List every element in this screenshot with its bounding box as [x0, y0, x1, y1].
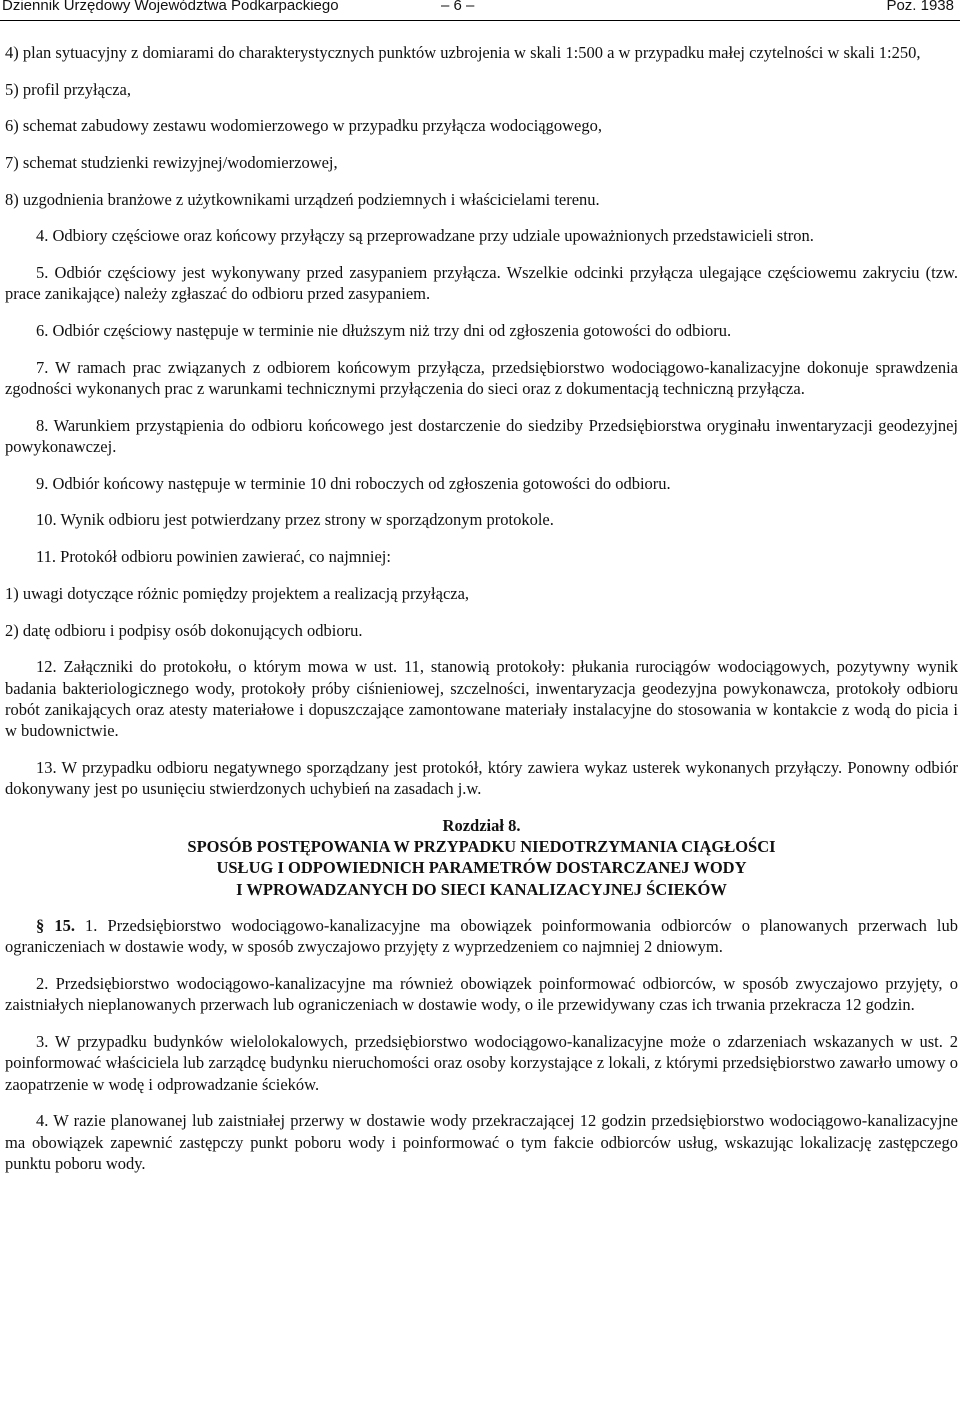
paragraph: 4. W razie planowanej lub zaistniałej przerwy w dostawie wody przekraczającej 12 godzin przedsiębiorstwo wodociągowo-kanalizacyjne ma obowiązek zapewnić zastępczy punkt poboru wody i poinformować o tym fakcie odbiorców usług, wskazując lokalizację zastępczego punktu poboru wody. — [5, 1111, 958, 1173]
page-number: – 6 – — [441, 0, 475, 14]
section-text: 1. Przedsiębiorstwo wodociągowo-kanalizacyjne ma obowiązek poinformowania odbiorców o planowanych przerwach lub ograniczeniach w dostawie wody, w sposób zwyczajowo przyjęty z wyprzedzeniem co najmniej 2 dniowym. — [5, 915, 958, 957]
list-item: 2) datę odbioru i podpisy osób dokonujących odbioru. — [5, 620, 363, 640]
list-item: 1) uwagi dotyczące różnic pomiędzy projektem a realizacją przyłącza, — [5, 583, 470, 603]
chapter-title-line: SPOSÓB POSTĘPOWANIA W PRZYPADKU NIEDOTRZYMANIA CIĄGŁOŚCI — [187, 837, 776, 857]
paragraph: 6. Odbiór częściowy następuje w terminie nie dłuższym niż trzy dni od zgłoszenia gotowości do odbioru. — [36, 321, 732, 341]
paragraph: 3. W przypadku budynków wielolokalowych, przedsiębiorstwo wodociągowo-kanalizacyjne może o zdarzeniach wskazanych w ust. 2 poinformować właściciela lub zarządcę budynku nieruchomości oraz osoby korzystające z lokali, z którymi przedsiębiorstwo zawarło umowy o zaopatrzenie w wodę i odprowadzanie ścieków. — [5, 1031, 958, 1094]
paragraph: 4. Odbiory częściowe oraz końcowy przyłączy są przeprowadzane przy udziale upoważnionych przedstawicieli stron. — [36, 226, 814, 246]
paragraph: 10. Wynik odbioru jest potwierdzany przez strony w sporządzonym protokole. — [36, 510, 554, 530]
chapter-number: Rozdział 8. — [442, 815, 521, 835]
paragraph: 13. W przypadku odbioru negatywnego sporządzany jest protokół, który zawiera wykaz usterek wykonanych przyłączy. Ponowny odbiór dokonywany jest po usunięciu stwierdzonych uchybień na zasadach j.w. — [5, 757, 958, 799]
list-item: 7) schemat studzienki rewizyjnej/wodomierzowej, — [5, 153, 338, 173]
list-item: 4) plan sytuacyjny z domiarami do charakterystycznych punktów uzbrojenia w skali 1:500 a w przypadku małej czytelności w skali 1:250, — [5, 43, 921, 62]
paragraph: 11. Protokół odbioru powinien zawierać, co najmniej: — [36, 547, 391, 567]
document-body — [5, 42, 958, 1189]
page-header — [0, 0, 960, 21]
list-item: 6) schemat zabudowy zestawu wodomierzowego w przypadku przyłącza wodociągowego, — [5, 116, 602, 136]
paragraph: 7. W ramach prac związanych z odbiorem końcowym przyłącza, przedsiębiorstwo wodociągowo-kanalizacyjne dokonuje sprawdzenia zgodności wykonanych prac z warunkami technicznymi przyłączenia do sieci oraz z dokumentacją techniczną przyłącza. — [5, 357, 958, 399]
paragraph: 9. Odbiór końcowy następuje w terminie 10 dni roboczych od zgłoszenia gotowości do odbioru. — [36, 473, 671, 493]
list-item: 5) profil przyłącza, — [5, 79, 131, 99]
paragraph: 8. Warunkiem przystąpienia do odbioru końcowego jest dostarczenie do siedziby Przedsiębiorstwa oryginału inwentaryzacji geodezyjnej powykonawczej. — [5, 415, 958, 457]
chapter-title-line: USŁUG I ODPOWIEDNICH PARAMETRÓW DOSTARCZANEJ WODY — [216, 858, 747, 878]
paragraph: 12. Załączniki do protokołu, o którym mowa w ust. 11, stanowią protokoły: płukania rurociągów wodociągowych, pozytywny wynik badania bakteriologicznego wody, protokoły próby ciśnieniowej, szczelności, inwentaryzacja geodezyjna powykonawcza, protokoły odbioru robót zanikających oraz atesty materiałowe i dopuszczające zamontowane materiały instalacyjne do stosowania w kontakcie z wodą do picia i w budownictwie. — [5, 657, 958, 741]
section-15-paragraph-1 — [5, 915, 958, 958]
journal-title: Dziennik Urzędowy Województwa Podkarpackiego — [2, 0, 339, 14]
paragraph: 5. Odbiór częściowy jest wykonywany przed zasypaniem przyłącza. Wszelkie odcinki przyłącza ulegające częściowemu zakryciu (tzw. prace zanikające) należy zgłaszać do odbioru przed zasypaniem. — [5, 263, 958, 304]
item-position: Poz. 1938 — [886, 0, 954, 14]
paragraph: 2. Przedsiębiorstwo wodociągowo-kanalizacyjne ma również obowiązek poinformować odbiorców, w sposób zwyczajowo przyjęty, o zaistniałych nieplanowanych przerwach lub ograniczeniach w dostawie wody, o ile przewidywany czas ich trwania przekracza 12 godzin. — [5, 973, 958, 1015]
list-item: 8) uzgodnienia branżowe z użytkownikami urządzeń podziemnych i właścicielami terenu. — [5, 189, 600, 209]
section-symbol: § 15. — [36, 915, 75, 935]
chapter-title-line: I WPROWADZANYCH DO SIECI KANALIZACYJNEJ ŚCIEKÓW — [236, 879, 727, 899]
